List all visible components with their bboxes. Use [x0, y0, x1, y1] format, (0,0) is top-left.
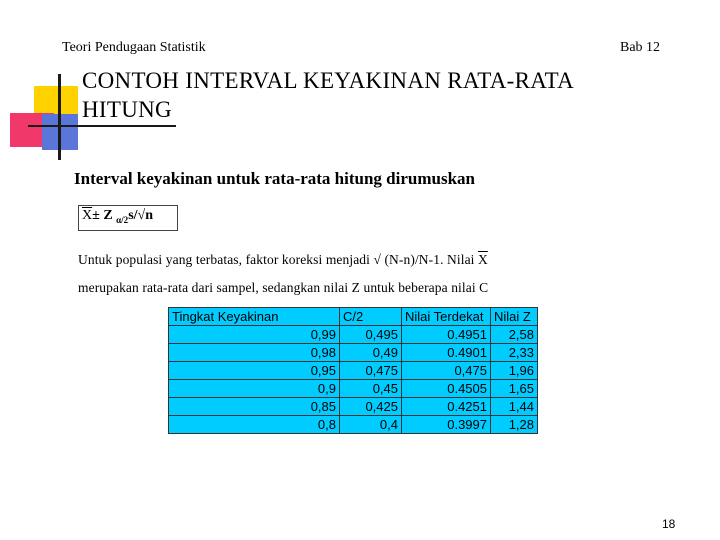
table-cell: 0,9 — [169, 380, 340, 398]
table-header-cell: Nilai Z — [491, 308, 538, 326]
table-cell: 2,33 — [491, 344, 538, 362]
slide-title — [82, 66, 682, 124]
table-cell: 0.4901 — [402, 344, 491, 362]
table-cell: 0.4505 — [402, 380, 491, 398]
header-left: Teori Pendugaan Statistik — [62, 40, 206, 55]
slide-title-line-1: CONTOH INTERVAL KEYAKINAN RATA-RATA — [82, 68, 575, 93]
table-cell: 1,28 — [491, 416, 538, 434]
table-header-cell: Tingkat Keyakinan — [169, 308, 340, 326]
formula-xbar: $\overline{X}$ — [82, 208, 93, 223]
vertical-divider — [58, 74, 61, 160]
paragraph-line-1 — [78, 252, 488, 268]
table-cell: 0,45 — [340, 380, 402, 398]
z-value-table — [168, 307, 538, 434]
table-cell: 0,4 — [340, 416, 402, 434]
table-header-cell: Nilai Terdekat — [402, 308, 491, 326]
paragraph-line-1-text: Untuk populasi yang terbatas, faktor koreksi menjadi √ (N-n)/N-1. Nilai — [78, 252, 475, 267]
table-cell: 0,49 — [340, 344, 402, 362]
page-number: 18 — [662, 517, 676, 531]
horizontal-divider — [28, 125, 176, 127]
table-row — [169, 344, 538, 362]
table-cell: 1,65 — [491, 380, 538, 398]
table-cell: 0,95 — [169, 362, 340, 380]
paragraph-line-2: merupakan rata-rata dari sampel, sedangkan nilai Z untuk beberapa nilai C — [78, 280, 489, 295]
table-row — [169, 362, 538, 380]
table-row — [169, 416, 538, 434]
table-cell: 0.4951 — [402, 326, 491, 344]
table-cell: 0,475 — [340, 362, 402, 380]
table-cell: 0.3997 — [402, 416, 491, 434]
table-cell: 0.4251 — [402, 398, 491, 416]
table-cell: 1,44 — [491, 398, 538, 416]
table-cell: 0,8 — [169, 416, 340, 434]
slide-title-line-2: HITUNG — [82, 97, 172, 122]
table-row — [169, 380, 538, 398]
formula-subscript: α/2 — [116, 214, 129, 225]
table-cell: 0,425 — [340, 398, 402, 416]
formula-z: Z — [99, 208, 117, 223]
table-cell: 1,96 — [491, 362, 538, 380]
table-header-row — [169, 308, 538, 326]
table-cell: 0,98 — [169, 344, 340, 362]
formula-box — [78, 205, 178, 231]
formula-plus-minus: ± — [92, 208, 100, 223]
table-cell: 2,58 — [491, 326, 538, 344]
table-row — [169, 398, 538, 416]
slide-subtitle: Interval keyakinan untuk rata-rata hitung dirumuskan — [74, 169, 476, 188]
table-cell: 0,475 — [402, 362, 491, 380]
paragraph-xbar: $\overline{X}$ — [478, 252, 488, 267]
table-cell: 0,85 — [169, 398, 340, 416]
table-row — [169, 326, 538, 344]
table-cell: 0,495 — [340, 326, 402, 344]
formula-rest: s/√n — [128, 208, 153, 223]
chapter-label: Bab 12 — [620, 40, 661, 55]
table-cell: 0,99 — [169, 326, 340, 344]
table-header-cell: C/2 — [340, 308, 402, 326]
